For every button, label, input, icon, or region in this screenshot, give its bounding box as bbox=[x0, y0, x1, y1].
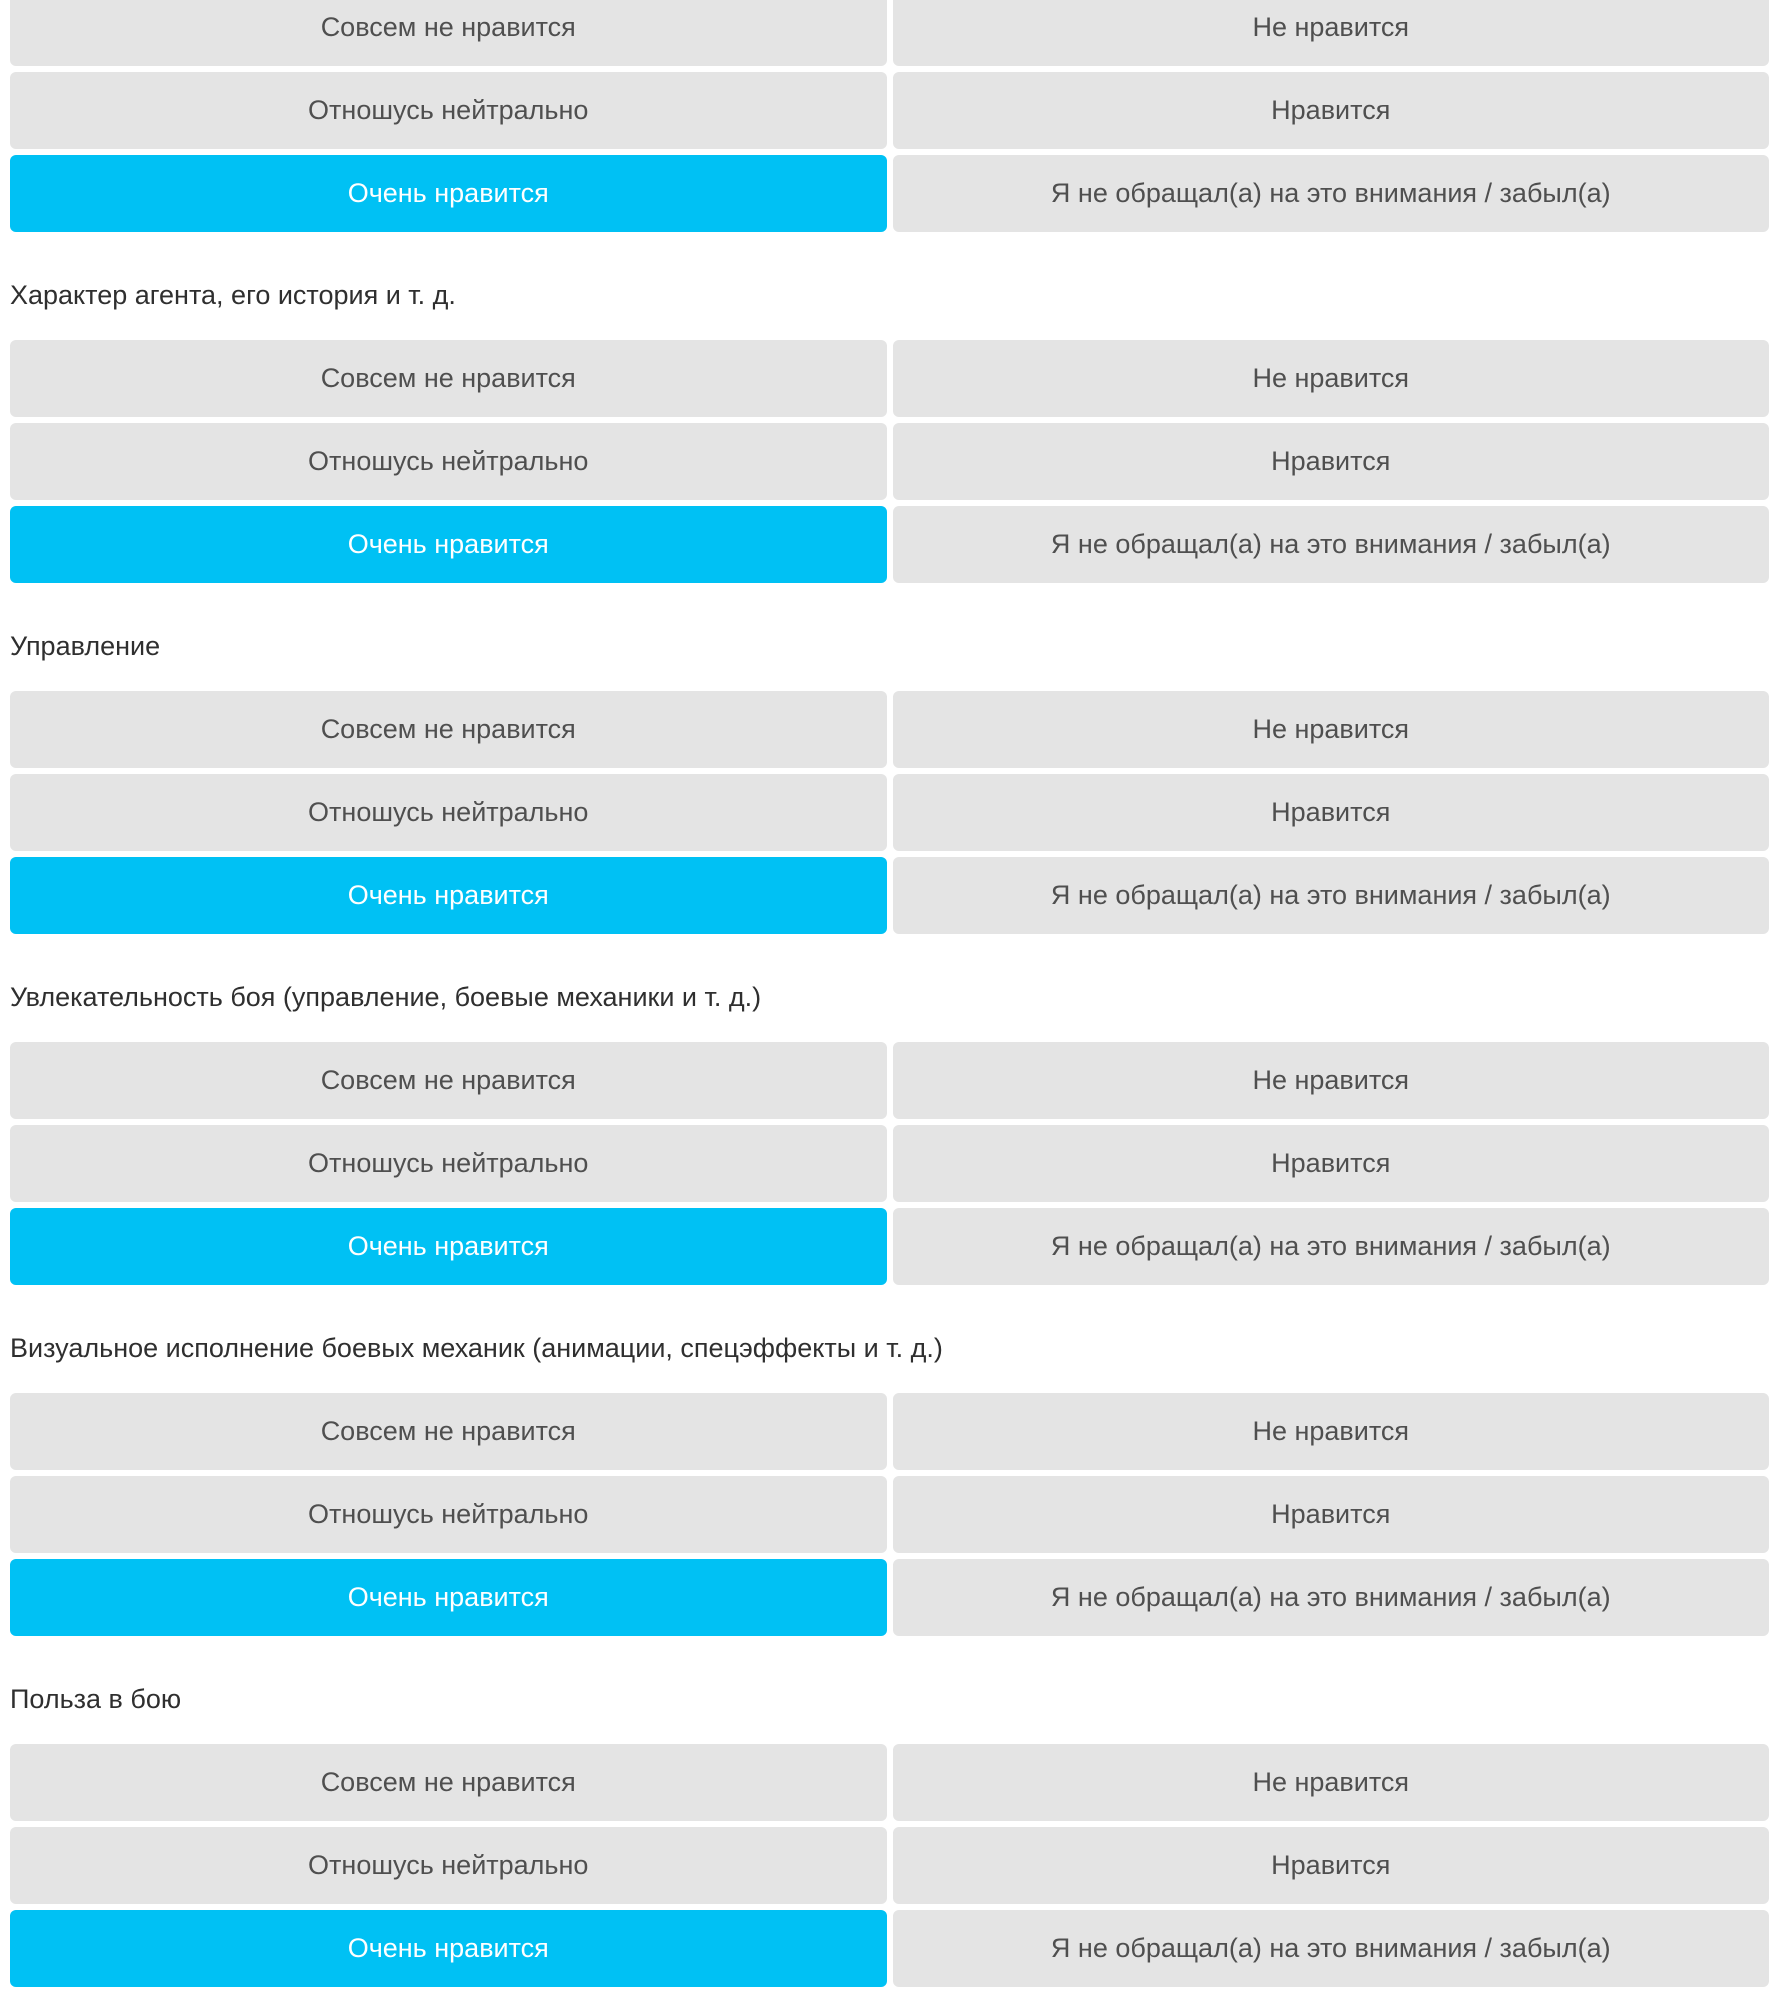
option-neutral[interactable]: Отношусь нейтрально bbox=[10, 1476, 887, 1553]
option-neutral[interactable]: Отношусь нейтрально bbox=[10, 423, 887, 500]
answer-grid bbox=[10, 691, 1769, 934]
option-like[interactable]: Нравится bbox=[893, 774, 1770, 851]
answer-grid bbox=[10, 1042, 1769, 1285]
question-title: Польза в бою bbox=[10, 1684, 182, 1714]
option-no-attention[interactable]: Я не обращал(а) на это внимания / забыл(а) bbox=[893, 155, 1770, 232]
answer-grid bbox=[10, 0, 1769, 232]
option-neutral[interactable]: Отношусь нейтрально bbox=[10, 1125, 887, 1202]
option-love[interactable]: Очень нравится bbox=[10, 506, 887, 583]
option-dislike[interactable]: Не нравится bbox=[893, 1393, 1770, 1470]
option-neutral[interactable]: Отношусь нейтрально bbox=[10, 1827, 887, 1904]
option-dislike[interactable]: Не нравится bbox=[893, 1042, 1770, 1119]
option-love[interactable]: Очень нравится bbox=[10, 155, 887, 232]
option-like[interactable]: Нравится bbox=[893, 1827, 1770, 1904]
option-love[interactable]: Очень нравится bbox=[10, 1208, 887, 1285]
option-love[interactable]: Очень нравится bbox=[10, 1910, 887, 1987]
option-no-attention[interactable]: Я не обращал(а) на это внимания / забыл(а) bbox=[893, 1910, 1770, 1987]
option-dislike[interactable]: Не нравится bbox=[893, 1744, 1770, 1821]
option-like[interactable]: Нравится bbox=[893, 72, 1770, 149]
option-strongly-dislike[interactable]: Совсем не нравится bbox=[10, 340, 887, 417]
answer-grid bbox=[10, 1744, 1769, 1987]
option-no-attention[interactable]: Я не обращал(а) на это внимания / забыл(а) bbox=[893, 506, 1770, 583]
option-no-attention[interactable]: Я не обращал(а) на это внимания / забыл(а) bbox=[893, 857, 1770, 934]
option-like[interactable]: Нравится bbox=[893, 423, 1770, 500]
answer-grid bbox=[10, 340, 1769, 583]
option-strongly-dislike[interactable]: Совсем не нравится bbox=[10, 1393, 887, 1470]
option-love[interactable]: Очень нравится bbox=[10, 857, 887, 934]
question-section bbox=[10, 1333, 1769, 1636]
option-strongly-dislike[interactable]: Совсем не нравится bbox=[10, 691, 887, 768]
option-dislike[interactable]: Не нравится bbox=[893, 691, 1770, 768]
option-like[interactable]: Нравится bbox=[893, 1125, 1770, 1202]
question-title: Увлекательность боя (управление, боевые механики и т. д.) bbox=[10, 982, 762, 1012]
option-strongly-dislike[interactable]: Совсем не нравится bbox=[10, 1744, 887, 1821]
option-no-attention[interactable]: Я не обращал(а) на это внимания / забыл(а) bbox=[893, 1559, 1770, 1636]
option-neutral[interactable]: Отношусь нейтрально bbox=[10, 774, 887, 851]
question-section bbox=[10, 0, 1769, 232]
question-title: Визуальное исполнение боевых механик (анимации, спецэффекты и т. д.) bbox=[10, 1333, 943, 1363]
question-title: Характер агента, его история и т. д. bbox=[10, 280, 456, 310]
option-neutral[interactable]: Отношусь нейтрально bbox=[10, 72, 887, 149]
question-section bbox=[10, 982, 1769, 1285]
question-section bbox=[10, 280, 1769, 583]
answer-grid bbox=[10, 1393, 1769, 1636]
option-love[interactable]: Очень нравится bbox=[10, 1559, 887, 1636]
option-dislike[interactable]: Не нравится bbox=[893, 0, 1770, 66]
question-title: Управление bbox=[10, 631, 161, 661]
option-strongly-dislike[interactable]: Совсем не нравится bbox=[10, 0, 887, 66]
option-no-attention[interactable]: Я не обращал(а) на это внимания / забыл(а) bbox=[893, 1208, 1770, 1285]
option-dislike[interactable]: Не нравится bbox=[893, 340, 1770, 417]
option-strongly-dislike[interactable]: Совсем не нравится bbox=[10, 1042, 887, 1119]
option-like[interactable]: Нравится bbox=[893, 1476, 1770, 1553]
question-section bbox=[10, 1684, 1769, 1987]
question-section bbox=[10, 631, 1769, 934]
